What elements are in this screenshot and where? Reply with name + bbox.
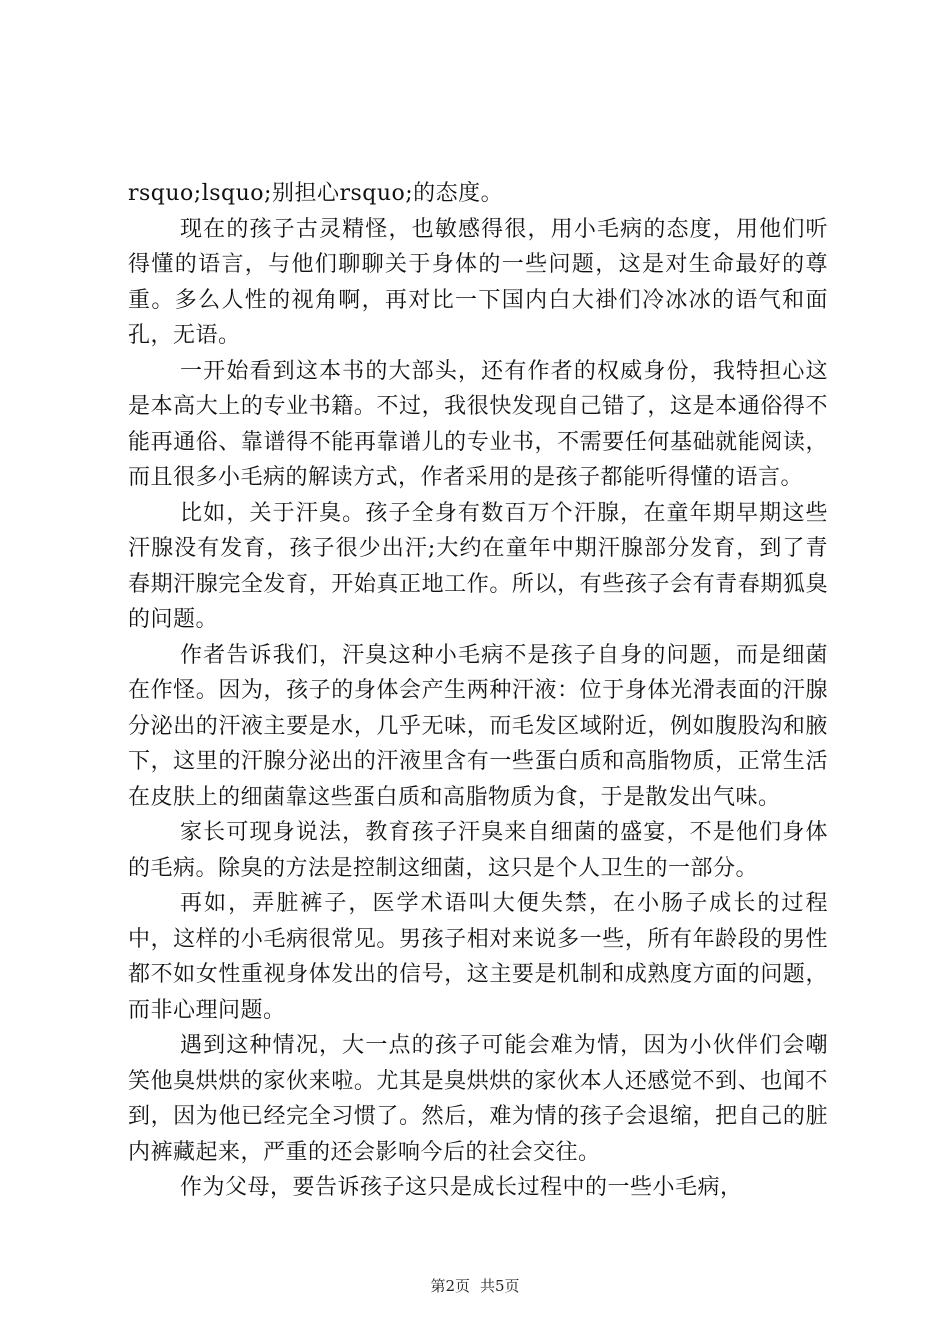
paragraph: 一开始看到这本书的大部头，还有作者的权威身份，我特担心这是本高大上的专业书籍。不过，我很快发现自己错了，这是本通俗得不能再通俗、靠谱得不能再靠谱儿的专业书，不需要任何基础就能阅读，而且很多小毛病的解读方式，作者采用的是孩子都能听得懂的语言。 — [128, 358, 828, 490]
paragraph: 现在的孩子古灵精怪，也敏感得很，用小毛病的态度，用他们听得懂的语言，与他们聊聊关于身体的一些问题，这是对生命最好的尊重。多么人性的视角啊，再对比一下国内白大褂们冷冰冰的语气和面孔，无语。 — [128, 216, 828, 348]
page-footer — [0, 1276, 950, 1296]
page-total: 共5页 — [480, 1277, 520, 1295]
paragraph: 比如，关于汗臭。孩子全身有数百万个汗腺，在童年期早期这些汗腺没有发育，孩子很少出汗;大约在童年中期汗腺部分发育，到了青春期汗腺完全发育，开始真正地工作。所以，有些孩子会有青春期狐臭的问题。 — [128, 500, 828, 632]
page-number: 第2页 — [430, 1277, 470, 1295]
paragraph-continuation: rsquo;lsquo;别担心rsquo;的态度。 — [128, 181, 504, 206]
paragraph: 作者告诉我们，汗臭这种小毛病不是孩子自身的问题，而是细菌在作怪。因为，孩子的身体会产生两种汗液：位于身体光滑表面的汗腺分泌出的汗液主要是水，几乎无味，而毛发区域附近，例如腹股沟和腋下，这里的汗腺分泌出的汗液里含有一些蛋白质和高脂物质，正常生活在皮肤上的细菌靠这些蛋白质和高脂物质为食，于是散发出气味。 — [128, 642, 828, 810]
paragraph: 作为父母，要告诉孩子这只是成长过程中的一些小毛病， — [180, 1175, 743, 1200]
paragraph: 再如，弄脏裤子，医学术语叫大便失禁，在小肠子成长的过程中，这样的小毛病很常见。男孩子相对来说多一些，所有年龄段的男性都不如女性重视身体发出的信号，这主要是机制和成熟度方面的问题，而非心理问题。 — [128, 891, 828, 1023]
paragraph: 家长可现身说法，教育孩子汗臭来自细菌的盛宴，不是他们身体的毛病。除臭的方法是控制这细菌，这只是个人卫生的一部分。 — [128, 820, 828, 881]
paragraph: 遇到这种情况，大一点的孩子可能会难为情，因为小伙伴们会嘲笑他臭烘烘的家伙来啦。尤其是臭烘烘的家伙本人还感觉不到、也闻不到，因为他已经完全习惯了。然后，难为情的孩子会退缩，把自己的脏内裤藏起来，严重的还会影响今后的社会交往。 — [128, 1033, 828, 1165]
body-text — [128, 176, 828, 1206]
